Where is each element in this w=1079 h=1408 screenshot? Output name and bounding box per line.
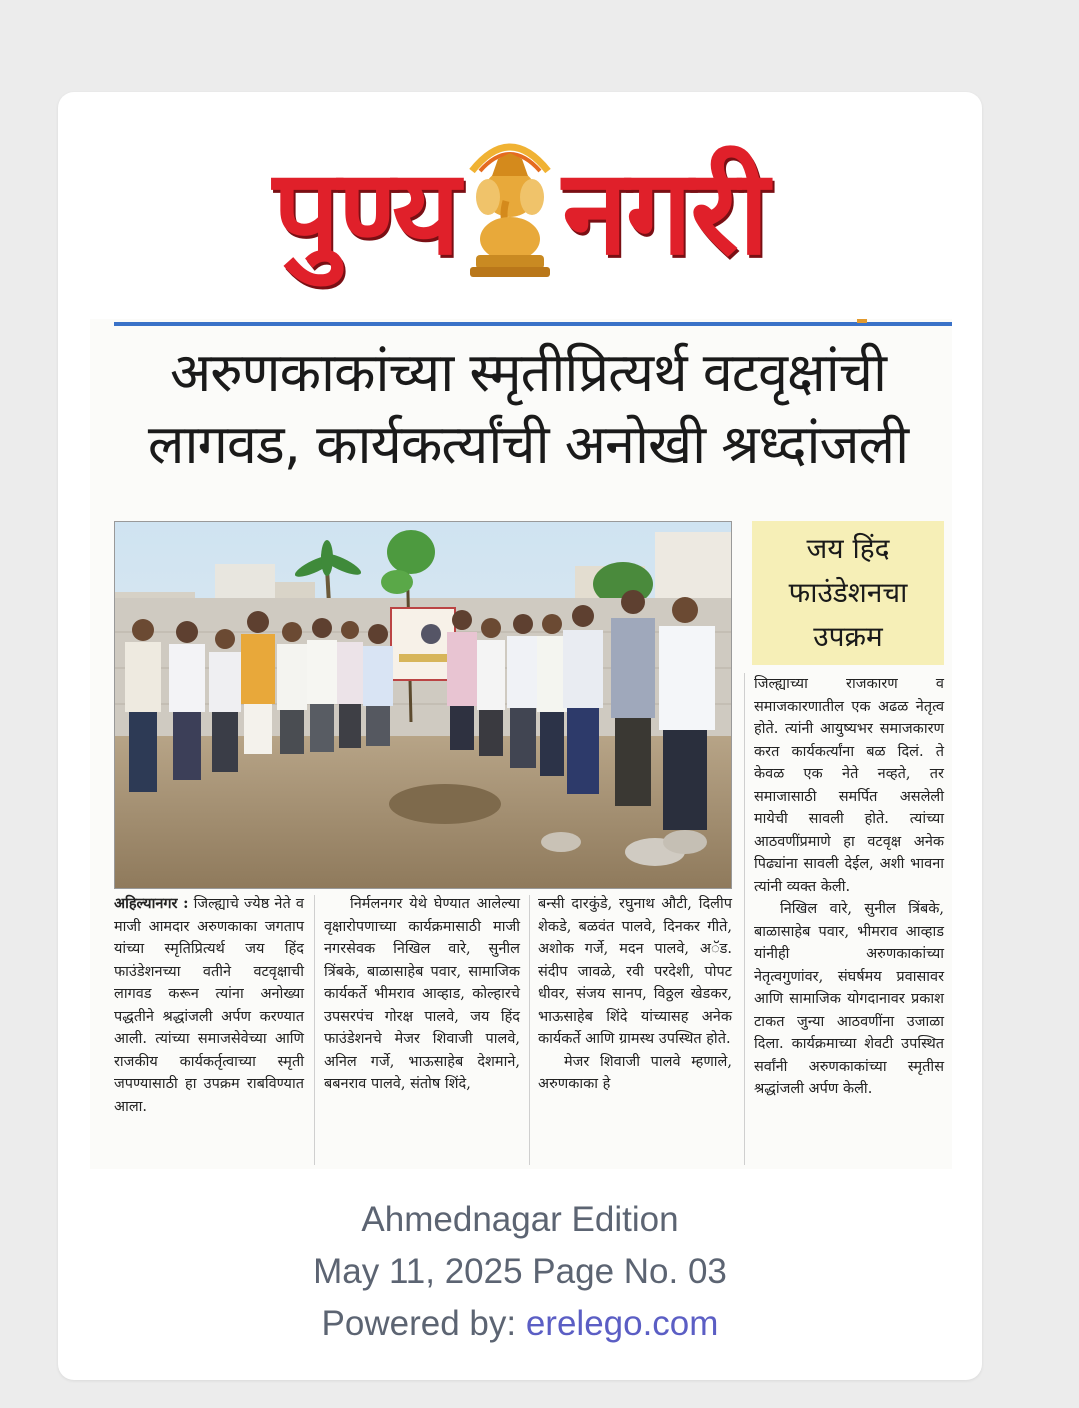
article-column-3 [538, 893, 732, 1096]
column-3-paragraph-1: बन्सी दारकुंडे, रघुनाथ औटी, दिलीप शेकडे, बळवंत पालवे, दिनकर गीते, अशोक गर्जे, मदन पालवे, अॅड. संदीप जावळे, रवी परदेशी, पोपट धीवर, संजय सानप, विठ्ठल खेडकर, भाऊसाहेब शिंदे यांच्यासह अनेक कार्यकर्ते आणि ग्रामस्थ उपस्थित होते. [538, 896, 732, 1047]
clipping-top-rule [114, 322, 952, 326]
powered-by-line [58, 1304, 982, 1344]
column-4-paragraph-2: निखिल वारे, सुनील त्रिंबके, बाळासाहेब पवार, भीमराव आव्हाड यांनीही अरुणकाकांच्या नेतृत्वगुणांवर, संघर्षमय प्रवासावर आणि सामाजिक योगदानावर प्रकाश टाकत जुन्या आठवणींना उजाळा दिला. कार्यक्रमाच्या शेवटी उपस्थित सर्वांनी अरुणकाकांच्या स्मृतीस श्रद्धांजली अर्पण केली. [754, 901, 944, 1097]
masthead-left-word: पुण्य [272, 143, 459, 281]
column-2-text: निर्मलनगर येथे घेण्यात आलेल्या वृक्षारोपणाच्या कार्यक्रमासाठी माजी नगरसेवक निखिल वारे, सुनील त्रिंबके, बाळासाहेब पवार, सामाजिक कार्यकर्ते भीमराव आव्हाड, कोल्हारचे उपसरपंच गोरक्ष पालवे, जय हिंद फाउंडेशनचे मेजर शिवाजी पालवे, अनिल गर्जे, भाऊसाहेब देशमाने, बबनराव पालवे, संतोष शिंदे, [324, 896, 520, 1092]
masthead [198, 122, 842, 302]
column-1-text: जिल्ह्याचे ज्येष्ठ नेते व माजी आमदार अरुणकाका जगताप यांच्या स्मृतिप्रित्यर्थ जय हिंद फाउंडेशनच्या वतीने वटवृक्षाची लागवड करून त्यांना अनोख्या पद्धतीने श्रद्धांजली अर्पण करण्यात आली. त्यांच्या समाजसेवेच्या आणि राजकीय कार्यकर्तृत्वाच्या स्मृती जपण्यासाठी हा उपक्रम राबविण्यात आला. [114, 896, 304, 1115]
sidebar-line-2: फाउंडेशनचा [788, 576, 908, 609]
news-clipping [90, 319, 952, 1169]
article-column-2 [324, 893, 520, 1096]
article-column-1 [114, 893, 304, 1118]
column-3-paragraph-2: मेजर शिवाजी पालवे म्हणाले, अरुणकाका हे [538, 1053, 732, 1092]
dateline: अहिल्यानगर : [114, 895, 189, 912]
article-column-4 [754, 673, 944, 1101]
sidebar-line-1: जय हिंद [806, 532, 890, 565]
headline-line-2: लागवड, कार्यकर्त्यांची अनोखी श्रध्दांजली [147, 413, 909, 476]
epaper-card [58, 92, 982, 1380]
column-divider [314, 895, 315, 1165]
sidebar-line-3: उपक्रम [813, 620, 883, 653]
ganesha-icon [462, 131, 558, 281]
masthead-right-word: नगरी [562, 143, 768, 281]
headline-line-1: अरुणकाकांच्या स्मृतीप्रित्यर्थ वटवृक्षांची [169, 341, 887, 404]
clipping-rule-accent [857, 319, 867, 323]
date-page-label: May 11, 2025 Page No. 03 [313, 1252, 727, 1291]
erelego-link[interactable]: erelego.com [525, 1304, 719, 1343]
sidebar-callout [752, 521, 944, 665]
article-headline [108, 337, 948, 481]
edition-label: Ahmednagar Edition [361, 1200, 679, 1239]
powered-by-label: Powered by: [321, 1304, 526, 1343]
column-4-paragraph-1: जिल्ह्याच्या राजकारण व समाजकारणातील एक अढळ नेतृत्व होते. त्यांनी आयुष्यभर समाजकारण करत कार्यकर्त्यांना बळ दिलं. ते केवळ एक नेते नव्हते, तर समाजासाठी समर्पित असलेली मायेची सावली होते. त्यांच्या आठवणींप्रमाणे हा वटवृक्ष अनेक पिढ्यांना सावली देईल, अशी भावना त्यांनी व्यक्त केली. [754, 676, 944, 895]
column-divider [529, 895, 530, 1165]
column-divider [744, 673, 745, 1165]
article-photo [114, 521, 732, 889]
